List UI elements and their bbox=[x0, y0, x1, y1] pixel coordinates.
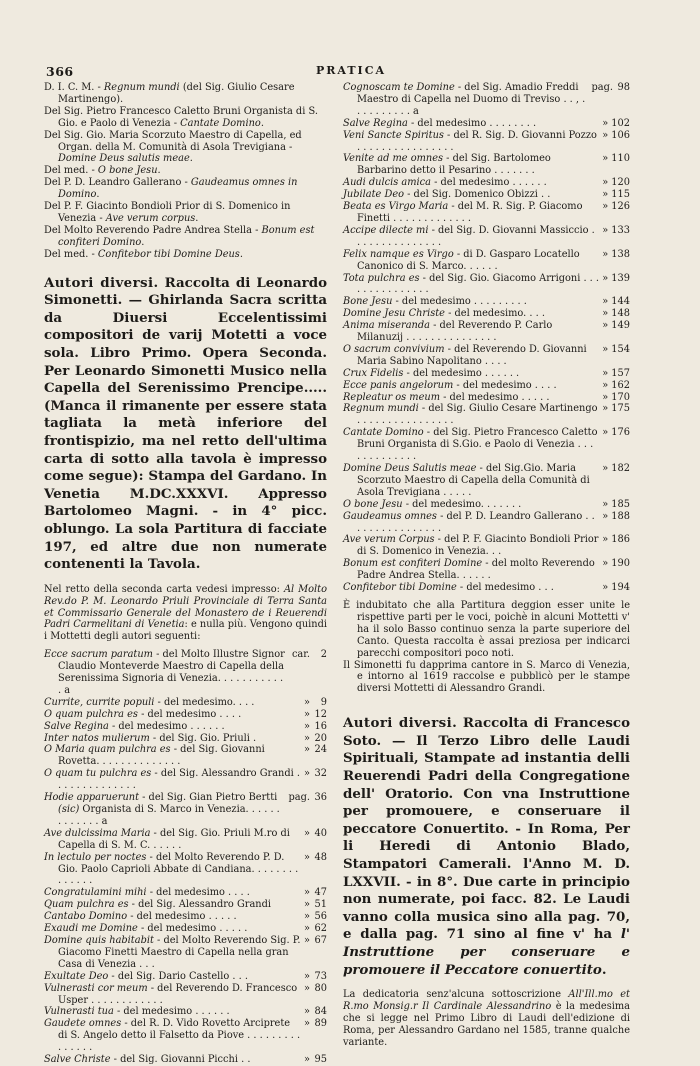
motet-entry bbox=[44, 697, 327, 709]
motet-entry bbox=[44, 852, 327, 888]
motet-title: Domine quis habitabit - del Molto Reverendo Sig. P. Giacomo Finetti Maestro di Capella nella gran Casa di Venezia . . . bbox=[44, 934, 301, 970]
motet-entry bbox=[343, 320, 630, 344]
right-column bbox=[343, 82, 630, 1049]
block1-description bbox=[44, 275, 327, 574]
motet-page: 115 bbox=[611, 189, 630, 201]
motet-page: 133 bbox=[611, 224, 630, 236]
motet-title: Accipe dilecte mi - del Sig. D. Giovanni Massiccio . . . . . . . . . . . . . . . bbox=[343, 224, 595, 248]
motet-page-prefix: » bbox=[304, 1054, 310, 1066]
motet-page: 157 bbox=[611, 367, 630, 379]
motet-page-prefix: » bbox=[304, 827, 310, 839]
motet-page: 188 bbox=[611, 510, 630, 522]
motet-entry bbox=[343, 249, 630, 273]
motet-title: Audi dulcis amica - del medesimo . . . . . . bbox=[343, 177, 547, 189]
motet-page-prefix: » bbox=[602, 403, 609, 415]
motet-entry bbox=[343, 296, 630, 308]
motet-entry bbox=[44, 721, 327, 733]
left-column bbox=[44, 82, 327, 1066]
block1-heading: Autori diversi. bbox=[44, 274, 159, 291]
motet-page-prefix: » bbox=[602, 391, 609, 403]
catalog-entry: Del Sig. Pietro Francesco Caletto Bruni Organista di S. Gio. e Paolo di Venezia - Cantate Domino. bbox=[44, 105, 318, 129]
motet-page: 24 bbox=[314, 744, 327, 756]
motet-entry bbox=[44, 971, 327, 983]
motet-page-prefix: » bbox=[304, 851, 310, 863]
motet-page: 139 bbox=[611, 272, 630, 284]
motet-title: Cantate Domino - del Sig. Pietro Francesco Caletto Bruni Organista di S.Gio. e Paolo di Venezia . . . . . . . . . . . . . bbox=[343, 427, 598, 463]
motet-page: 106 bbox=[611, 129, 630, 141]
motet-title: O quam pulchra es - del medesimo . . . . bbox=[44, 708, 242, 720]
motet-title: O Maria quam pulchra es - del Sig. Giovanni Rovetta. . . . . . . . . . . . . . bbox=[44, 744, 265, 768]
catalog-entry: D. I. C. M. - Regnum mundi (del Sig. Giulio Cesare Martinengo). bbox=[44, 82, 295, 105]
motet-entry bbox=[343, 82, 630, 118]
motet-title: Anima miseranda - del Reverendo P. Carlo Milanuzij . . . . . . . . . . . . . . . bbox=[343, 320, 553, 344]
motet-page: 126 bbox=[611, 201, 630, 213]
motet-page-prefix: » bbox=[602, 189, 609, 201]
motet-page-prefix: » bbox=[602, 224, 609, 236]
motet-page-prefix: » bbox=[304, 696, 310, 708]
block1-body: Raccolta di Leonardo Simonetti. — Ghirlanda Sacra scritta da Diuersi Eccelentissimi compositori de varij Motetti a voce sola. Libro Primo. Opera Seconda. Per Leonardo Simonetti Musico nella Capella del Serenissimo Prencipe..... (Manca il rimanente per essere stata tagliata la metà inferiore del frontispizio, ma nel retto dell'ultima carta di sotto alla tavola è impresso come segue): Stampa del Gardano. In Venetia M.DC.XXXVI. Appresso Bartolomeo Magni. - in 4° picc. oblungo. La sola Partitura di facciate 197, ed altre due non numerate contenenti la Tavola. bbox=[44, 274, 328, 573]
motet-entry bbox=[343, 153, 630, 177]
catalog-entry: Del P. D. Leandro Gallerano - Gaudeamus omnes in Domino. bbox=[44, 177, 298, 201]
motet-page-prefix: » bbox=[602, 367, 609, 379]
motet-page: 9 bbox=[320, 696, 327, 708]
motet-page-prefix: » bbox=[602, 320, 609, 332]
block2-note: La dedicatoria senz'alcuna sottoscrizione All'Ill.mo et R.mo Monsig.r Il Cardinale Alessandrino è la medesima che si legge nel Primo Libro di Laudi dell'edizione di Roma, per Alessandro Gardano nel 1585, tranne qualche variante. bbox=[343, 989, 630, 1048]
motet-page: 120 bbox=[611, 177, 630, 189]
motet-title: Cognoscam te Domine - del Sig. Amadio Freddi Maestro di Capella nel Duomo di Treviso . . , . . . . . . . . . . a bbox=[343, 82, 586, 117]
motet-title: Ave dulcissima Maria - del Sig. Gio. Priuli M.ro di Capella di S. M. C. . . . . . bbox=[44, 827, 290, 851]
motet-entry bbox=[343, 225, 630, 249]
motet-title: Bonum est confiteri Domine - del molto Reverendo Padre Andrea Stella. . . . . . bbox=[343, 558, 595, 582]
motet-entry bbox=[343, 380, 630, 392]
left-top-entries bbox=[44, 82, 327, 261]
motet-page: 186 bbox=[611, 534, 630, 546]
motet-page-prefix: » bbox=[304, 732, 310, 744]
motet-entry bbox=[44, 935, 327, 971]
motet-page: 144 bbox=[611, 296, 630, 308]
motet-page-prefix: » bbox=[304, 899, 310, 911]
motet-page-prefix: » bbox=[304, 911, 310, 923]
motet-page: 176 bbox=[611, 427, 630, 439]
motet-title: Salve Regina - del medesimo . . . . . . . . bbox=[343, 117, 537, 129]
motet-entry bbox=[343, 403, 630, 427]
motet-page-prefix: » bbox=[304, 887, 310, 899]
motet-title: Hodie apparuerunt - del Sig. Gian Pietro Bertti (sic) Organista di S. Marco in Venezia. . . . . . . . . . . . . a bbox=[44, 792, 280, 827]
catalog-entry: Del Molto Reverendo Padre Andrea Stella - Bonum est confiteri Domino. bbox=[44, 224, 315, 248]
motet-page-prefix: » bbox=[602, 153, 609, 165]
commentary-paragraph: Il Simonetti fu dapprima cantore in S. Marco di Venezia, e intorno al 1619 raccolse e pubblicò per le stampe diversi Mottetti di Alessandro Grandi. bbox=[343, 659, 630, 695]
motet-page-prefix: » bbox=[602, 427, 609, 439]
motet-page: 138 bbox=[611, 248, 630, 260]
motet-title: Currite, currite populi - del medesimo. . . . bbox=[44, 696, 255, 708]
motet-page: 102 bbox=[611, 117, 630, 129]
motet-title: Crux Fidelis - del medesimo . . . . . . bbox=[343, 367, 520, 379]
motet-entry bbox=[343, 534, 630, 558]
motet-title: Vulnerasti tua - del medesimo . . . . . . bbox=[44, 1006, 230, 1018]
catalog-entry: Del P. F. Giacinto Bondioli Prior di S. Domenico in Venezia - Ave verum corpus. bbox=[44, 201, 291, 224]
motet-entry bbox=[343, 273, 630, 297]
motet-page-prefix: » bbox=[304, 982, 310, 994]
motet-page: 73 bbox=[314, 970, 327, 982]
motet-page-prefix: » bbox=[602, 272, 609, 284]
motets-list-left bbox=[44, 649, 327, 1066]
motet-entry bbox=[343, 177, 630, 189]
motet-title: Venite ad me omnes - del Sig. Bartolomeo Barbarino detto il Pesarino . . . . . . . bbox=[343, 153, 551, 177]
motet-entry bbox=[44, 733, 327, 745]
motet-page-prefix: » bbox=[304, 1018, 310, 1030]
motet-page: 190 bbox=[611, 558, 630, 570]
motet-entry bbox=[343, 463, 630, 499]
motet-entry bbox=[44, 1006, 327, 1018]
motet-page-prefix: pag. bbox=[591, 82, 613, 93]
motet-title: O quam tu pulchra es - del Sig. Alessandro Grandi . . . . . . . . . . . . . . bbox=[44, 768, 300, 792]
motet-title: Bone Jesu - del medesimo . . . . . . . . . bbox=[343, 296, 527, 308]
motet-entry bbox=[44, 792, 327, 828]
motet-entry bbox=[343, 511, 630, 535]
motet-page-prefix: » bbox=[304, 1006, 310, 1018]
motet-page-prefix: » bbox=[304, 768, 310, 780]
motet-page-prefix: » bbox=[602, 296, 609, 308]
motet-title: Gaudeamus omnes - del P. D. Leandro Gallerano . . . . . . . . . . . . . . . . bbox=[343, 510, 595, 534]
motet-title: Veni Sancte Spiritus - del R. Sig. D. Giovanni Pozzo . . . . . . . . . . . . . . . . bbox=[343, 129, 597, 153]
catalog-entry: Del med. - O bone Jesu. bbox=[44, 165, 161, 177]
motet-title: In lectulo per noctes - del Molto Reverendo P. D. Gio. Paolo Caprioli Abbate di Candiana. . . . . . . . . . . . . . bbox=[44, 851, 299, 887]
motet-page: 149 bbox=[611, 320, 630, 332]
motet-page-prefix: » bbox=[602, 177, 609, 189]
motet-entry bbox=[343, 189, 630, 201]
motet-page-prefix: » bbox=[304, 744, 310, 756]
motet-entry bbox=[44, 1018, 327, 1054]
motet-title: O bone Jesu - del medesimo. . . . . . . bbox=[343, 498, 522, 510]
motet-page-prefix: » bbox=[602, 534, 609, 546]
motet-page-prefix: car. bbox=[291, 649, 310, 661]
motet-title: Vulnerasti cor meum - del Reverendo D. Francesco Usper . . . . . . . . . . . . bbox=[44, 982, 298, 1006]
motet-entry bbox=[343, 558, 630, 582]
motet-entry bbox=[44, 887, 327, 899]
motet-entry bbox=[343, 582, 630, 594]
motet-entry bbox=[44, 709, 327, 721]
motet-title: Salve Regina - del medesimo . . . . . . bbox=[44, 720, 225, 732]
motet-page: 48 bbox=[314, 851, 327, 863]
motet-title: Ecce sacrum paratum - del Molto Illustre Signor Claudio Monteverde Maestro di Capella della Serenissima Signoria di Venezia. . . . . . . . . . . . a bbox=[44, 649, 285, 696]
motet-entry bbox=[44, 899, 327, 911]
motet-page: 175 bbox=[611, 403, 630, 415]
motet-title: Domine Jesu Christe - del medesimo. . . . bbox=[343, 308, 545, 320]
motet-title: Confitebor tibi Domine - del medesimo . . . bbox=[343, 582, 554, 594]
motet-title: Domine Deus Salutis meae - del Sig.Gio. Maria Scorzuto Maestro di Capella della Comunità di Asola Trevigiana . . . . . bbox=[343, 463, 590, 498]
page-header bbox=[46, 64, 656, 80]
motet-title: O sacrum convivium - del Reverendo D. Giovanni Maria Sabino Napolitano . . . . bbox=[343, 343, 587, 367]
motet-entry bbox=[44, 911, 327, 923]
motet-title: Beata es Virgo Maria - del M. R. Sig. P. Giacomo Finetti . . . . . . . . . . . . . bbox=[343, 201, 583, 224]
motet-entry bbox=[44, 768, 327, 792]
motet-page: 194 bbox=[611, 582, 630, 594]
motet-page: 162 bbox=[611, 379, 630, 391]
motet-title: Exaudi me Domine - del medesimo . . . . . bbox=[44, 923, 248, 935]
motet-title: Quam pulchra es - del Sig. Alessandro Grandi bbox=[44, 899, 272, 911]
motet-page: 98 bbox=[617, 82, 630, 93]
motet-entry bbox=[343, 499, 630, 511]
catalog-entry: Del med. - Confitebor tibi Domine Deus. bbox=[44, 248, 243, 260]
catalog-entry: Del Sig. Gio. Maria Scorzuto Maestro di Capella, ed Organ. della M. Comunità di Asola Trevigiana - Domine Deus salutis meae. bbox=[44, 129, 302, 165]
motet-title: Repleatur os meum - del medesimo . . . . . bbox=[343, 391, 550, 403]
motet-page: 56 bbox=[314, 911, 327, 923]
motet-page: 16 bbox=[314, 720, 327, 732]
motet-page: 154 bbox=[611, 343, 630, 355]
motet-page: 40 bbox=[314, 827, 327, 839]
motet-page: 185 bbox=[611, 498, 630, 510]
motet-entry bbox=[343, 427, 630, 463]
motet-title: Tota pulchra es - del Sig. Gio. Giacomo Arrigoni . . . . . . . . . . . . . . . bbox=[343, 272, 600, 296]
motet-page: 47 bbox=[314, 887, 327, 899]
motet-title: Cantabo Domino - del medesimo . . . . . bbox=[44, 911, 237, 923]
motet-page-prefix: » bbox=[304, 934, 310, 946]
motet-page-prefix: » bbox=[304, 708, 310, 720]
motet-title: Gaudete omnes - del R. D. Vido Rovetto Arciprete di S. Angelo detto il Falsetto da Piove . . . . . . . . . . . . . . . bbox=[44, 1018, 301, 1054]
motet-entry bbox=[44, 828, 327, 852]
motet-page-prefix: » bbox=[304, 970, 310, 982]
motet-entry bbox=[44, 1054, 327, 1066]
motet-entry bbox=[343, 368, 630, 380]
block1-note: Nel retto della seconda carta vedesi impresso: Al Molto Rev.do P. M. Leonardo Priuli Provinciale di Terra Santa et Commissario Generale del Monastero de i Reuerendi Padri Carmelitani di Venetia: e nulla più. Vengono quindi i Mottetti degli autori seguenti: bbox=[44, 583, 327, 643]
motets-list-right bbox=[343, 82, 630, 594]
motet-title: Felix namque es Virgo - di D. Gasparo Locatello Canonico di S. Marco. . . . . . bbox=[343, 248, 580, 272]
motet-entry bbox=[44, 983, 327, 1007]
motet-page-prefix: » bbox=[602, 248, 609, 260]
motet-page-prefix: » bbox=[602, 558, 609, 570]
motet-page: 80 bbox=[314, 982, 327, 994]
motet-title: Congratulamini mihi - del medesimo . . . . bbox=[44, 887, 250, 899]
motet-page-prefix: » bbox=[304, 923, 310, 935]
motet-page-prefix: pag. bbox=[288, 792, 310, 804]
motet-page: 12 bbox=[314, 708, 327, 720]
running-head: PRATICA bbox=[316, 64, 386, 77]
motet-entry bbox=[44, 649, 327, 697]
motet-page: 51 bbox=[314, 899, 327, 911]
motet-page: 89 bbox=[314, 1018, 327, 1030]
commentary-paragraph: È indubitato che alla Partitura deggion esser unite le rispettive parti per le voci, poichè in alcuni Mottetti v' ha il solo Basso continuo senza la parte superiore del Canto. Questa raccolta è assai preziosa per indicarci parecchi compositori poco noti. bbox=[343, 599, 630, 659]
motet-page: 84 bbox=[314, 1006, 327, 1018]
motet-title: Regnum mundi - del Sig. Giulio Cesare Martinengo . . . . . . . . . . . . . . . . bbox=[343, 403, 598, 427]
motet-entry bbox=[343, 201, 630, 225]
motet-page-prefix: » bbox=[602, 582, 609, 594]
motet-page: 182 bbox=[611, 463, 630, 474]
right-notes bbox=[343, 600, 630, 695]
motet-entry bbox=[343, 118, 630, 130]
motet-title: Exultate Deo - del Sig. Dario Castello . . . bbox=[44, 970, 248, 982]
motet-entry bbox=[343, 392, 630, 404]
motet-title: Inter natos mulierum - del Sig. Gio. Priuli . bbox=[44, 732, 257, 744]
motet-page-prefix: » bbox=[602, 201, 609, 213]
motet-page-prefix: » bbox=[602, 117, 609, 129]
motet-page-prefix: » bbox=[602, 343, 609, 355]
motet-page: 170 bbox=[611, 391, 630, 403]
motet-page: 67 bbox=[314, 934, 327, 946]
motet-entry bbox=[343, 130, 630, 154]
motet-page: 36 bbox=[314, 792, 327, 804]
motet-page-prefix: » bbox=[602, 463, 609, 474]
page-number: 366 bbox=[46, 64, 74, 79]
motet-page: 148 bbox=[611, 308, 630, 320]
motet-title: Salve Christe - del Sig. Giovanni Picchi . . bbox=[44, 1054, 251, 1066]
block2-body: Raccolta di Francesco Soto. — Il Terzo Libro delle Laudi Spirituali, Stampate ad instantia delli Reuerendi Padri della Congregatione dell' Oratorio. Con vna Instruttione per promouere, e conseruare il peccatore Conuertito. - In Roma, Per li Heredi di Antonio Blado, Stampatori Camerali. l'Anno M. D. LXXVII. - in 8°. Due carte in principio non numerate, poi facc. 82. Le Laudi vanno colla musica sino alla pag. 70, e dalla pag. 71 sino al fine v' ha l' Instruttione per conseruare e promouere il Peccatore conuertito. bbox=[343, 715, 631, 978]
motet-title: Ecce panis angelorum - del medesimo . . . . bbox=[343, 379, 557, 391]
motet-entry bbox=[343, 344, 630, 368]
block2-heading: Autori diversi. bbox=[343, 715, 458, 732]
motet-page-prefix: » bbox=[602, 379, 609, 391]
motet-entry bbox=[44, 744, 327, 768]
motet-title: Ave verum Corpus - del P. F. Giacinto Bondioli Prior di S. Domenico in Venezia. . . bbox=[343, 534, 599, 558]
motet-page-prefix: » bbox=[602, 308, 609, 320]
motet-page: 95 bbox=[314, 1054, 327, 1066]
block2-description bbox=[343, 715, 630, 979]
motet-page-prefix: » bbox=[602, 498, 609, 510]
motet-entry bbox=[44, 923, 327, 935]
motet-page-prefix: » bbox=[602, 129, 609, 141]
motet-entry bbox=[343, 308, 630, 320]
motet-page: 110 bbox=[611, 153, 630, 165]
motet-page: 20 bbox=[314, 732, 327, 744]
motet-page: 62 bbox=[314, 923, 327, 935]
motet-page: 2 bbox=[320, 649, 327, 661]
motet-title: Jubilate Deo - del Sig. Domenico Obizzi . . bbox=[343, 189, 551, 201]
motet-page-prefix: » bbox=[304, 720, 310, 732]
motet-page: 32 bbox=[314, 768, 327, 780]
motet-page-prefix: » bbox=[602, 510, 609, 522]
